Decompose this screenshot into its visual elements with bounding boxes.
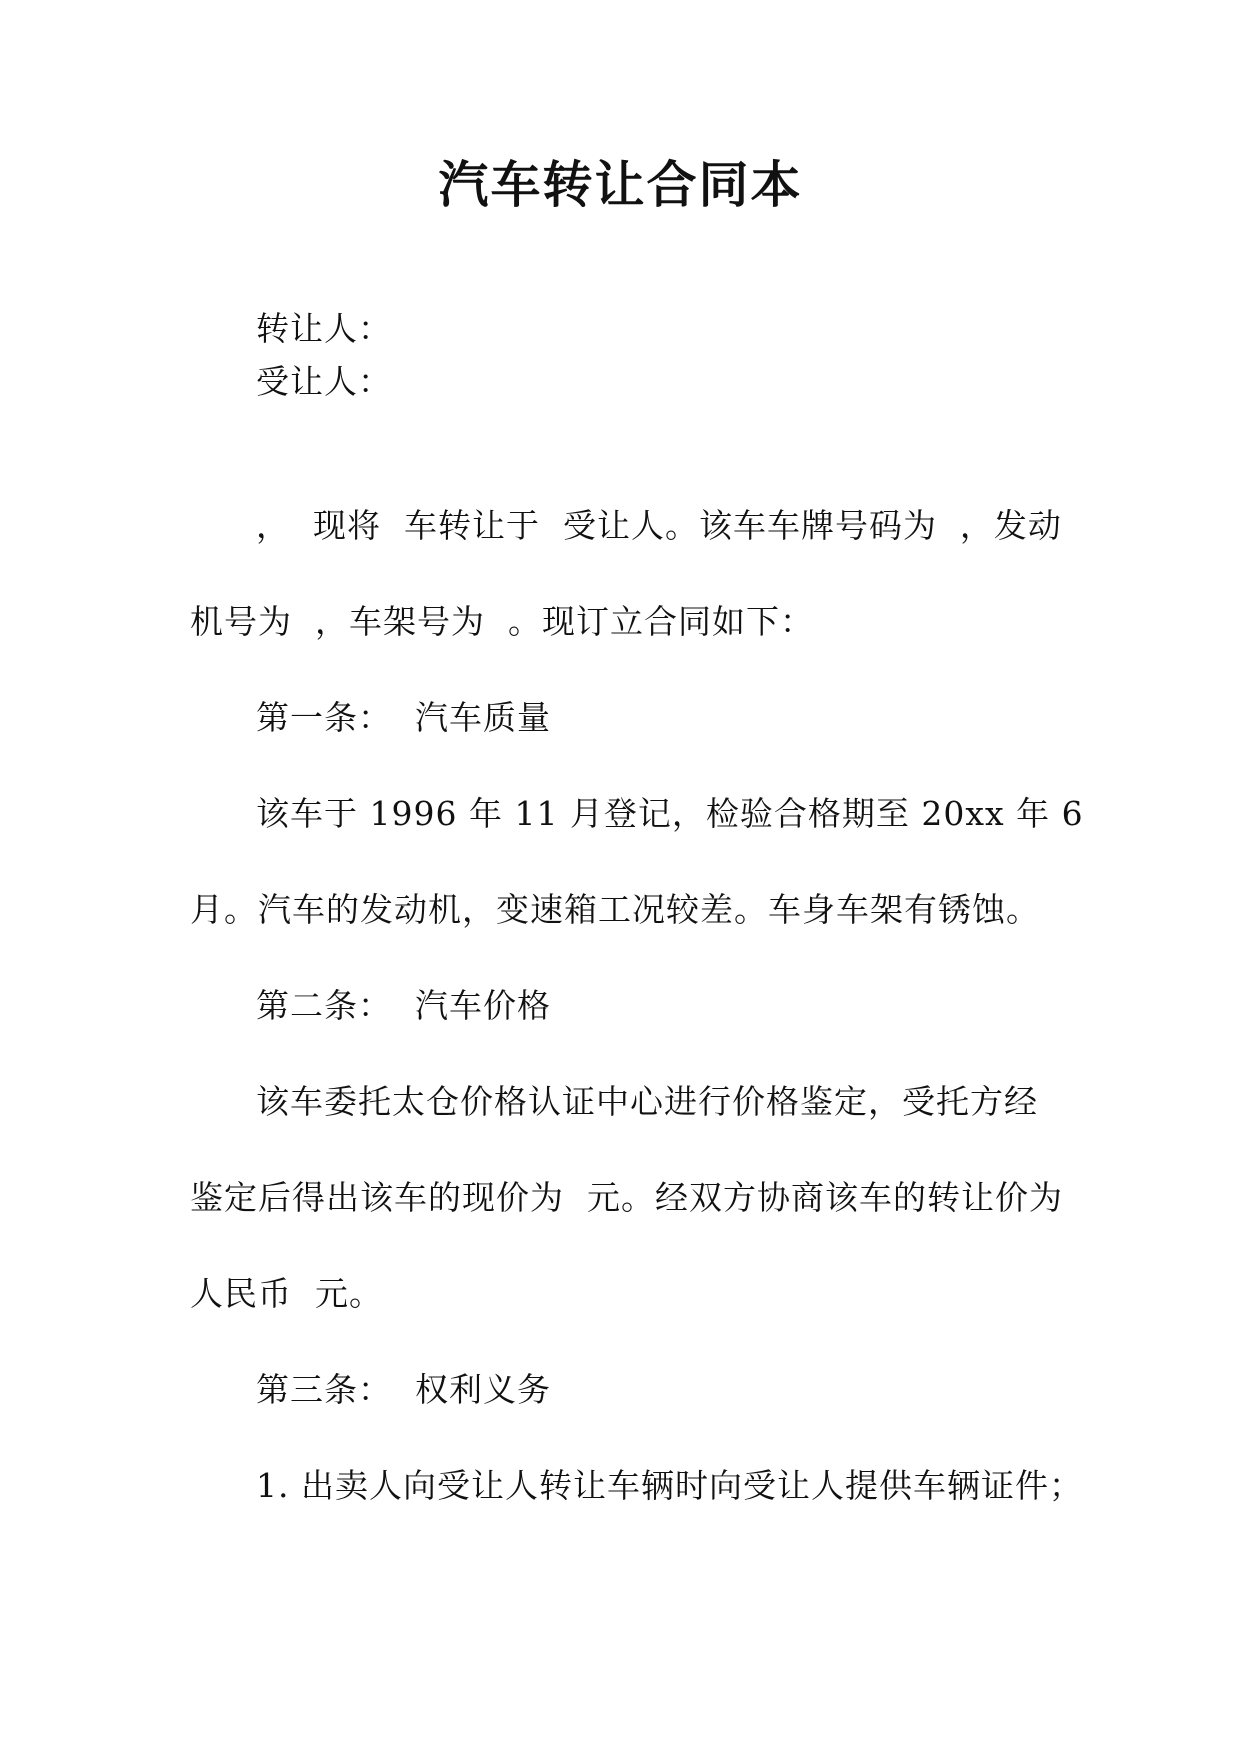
paragraph-intro-line-1: ， 现将 车转让于 受让人。该车车牌号码为 ，发动 [256,506,1062,545]
transferee-label: 受让人： [256,362,392,401]
article-3-item-1: 1. 出卖人向受让人转让车辆时向受让人提供车辆证件； [256,1466,1083,1505]
article-3-heading: 第三条： 权利义务 [256,1370,551,1409]
paragraph-intro-line-2: 机号为 ，车架号为 。现订立合同如下： [190,602,814,641]
transferor-label: 转让人： [256,309,392,348]
article-1-line-1: 该车于 1996 年 11 月登记，检验合格期至 20xx 年 6 [256,794,1084,833]
document-title: 汽车转让合同本 [438,155,803,214]
article-1-heading: 第一条： 汽车质量 [256,698,551,737]
article-2-line-1: 该车委托太仓价格认证中心进行价格鉴定，受托方经 [256,1082,1038,1121]
article-2-line-3: 人民币 元。 [190,1274,383,1313]
article-2-heading: 第二条： 汽车价格 [256,986,551,1025]
article-1-line-2: 月。汽车的发动机，变速箱工况较差。车身车架有锈蚀。 [190,890,1040,929]
article-2-line-2: 鉴定后得出该车的现价为 元。经双方协商该车的转让价为 [190,1178,1063,1217]
